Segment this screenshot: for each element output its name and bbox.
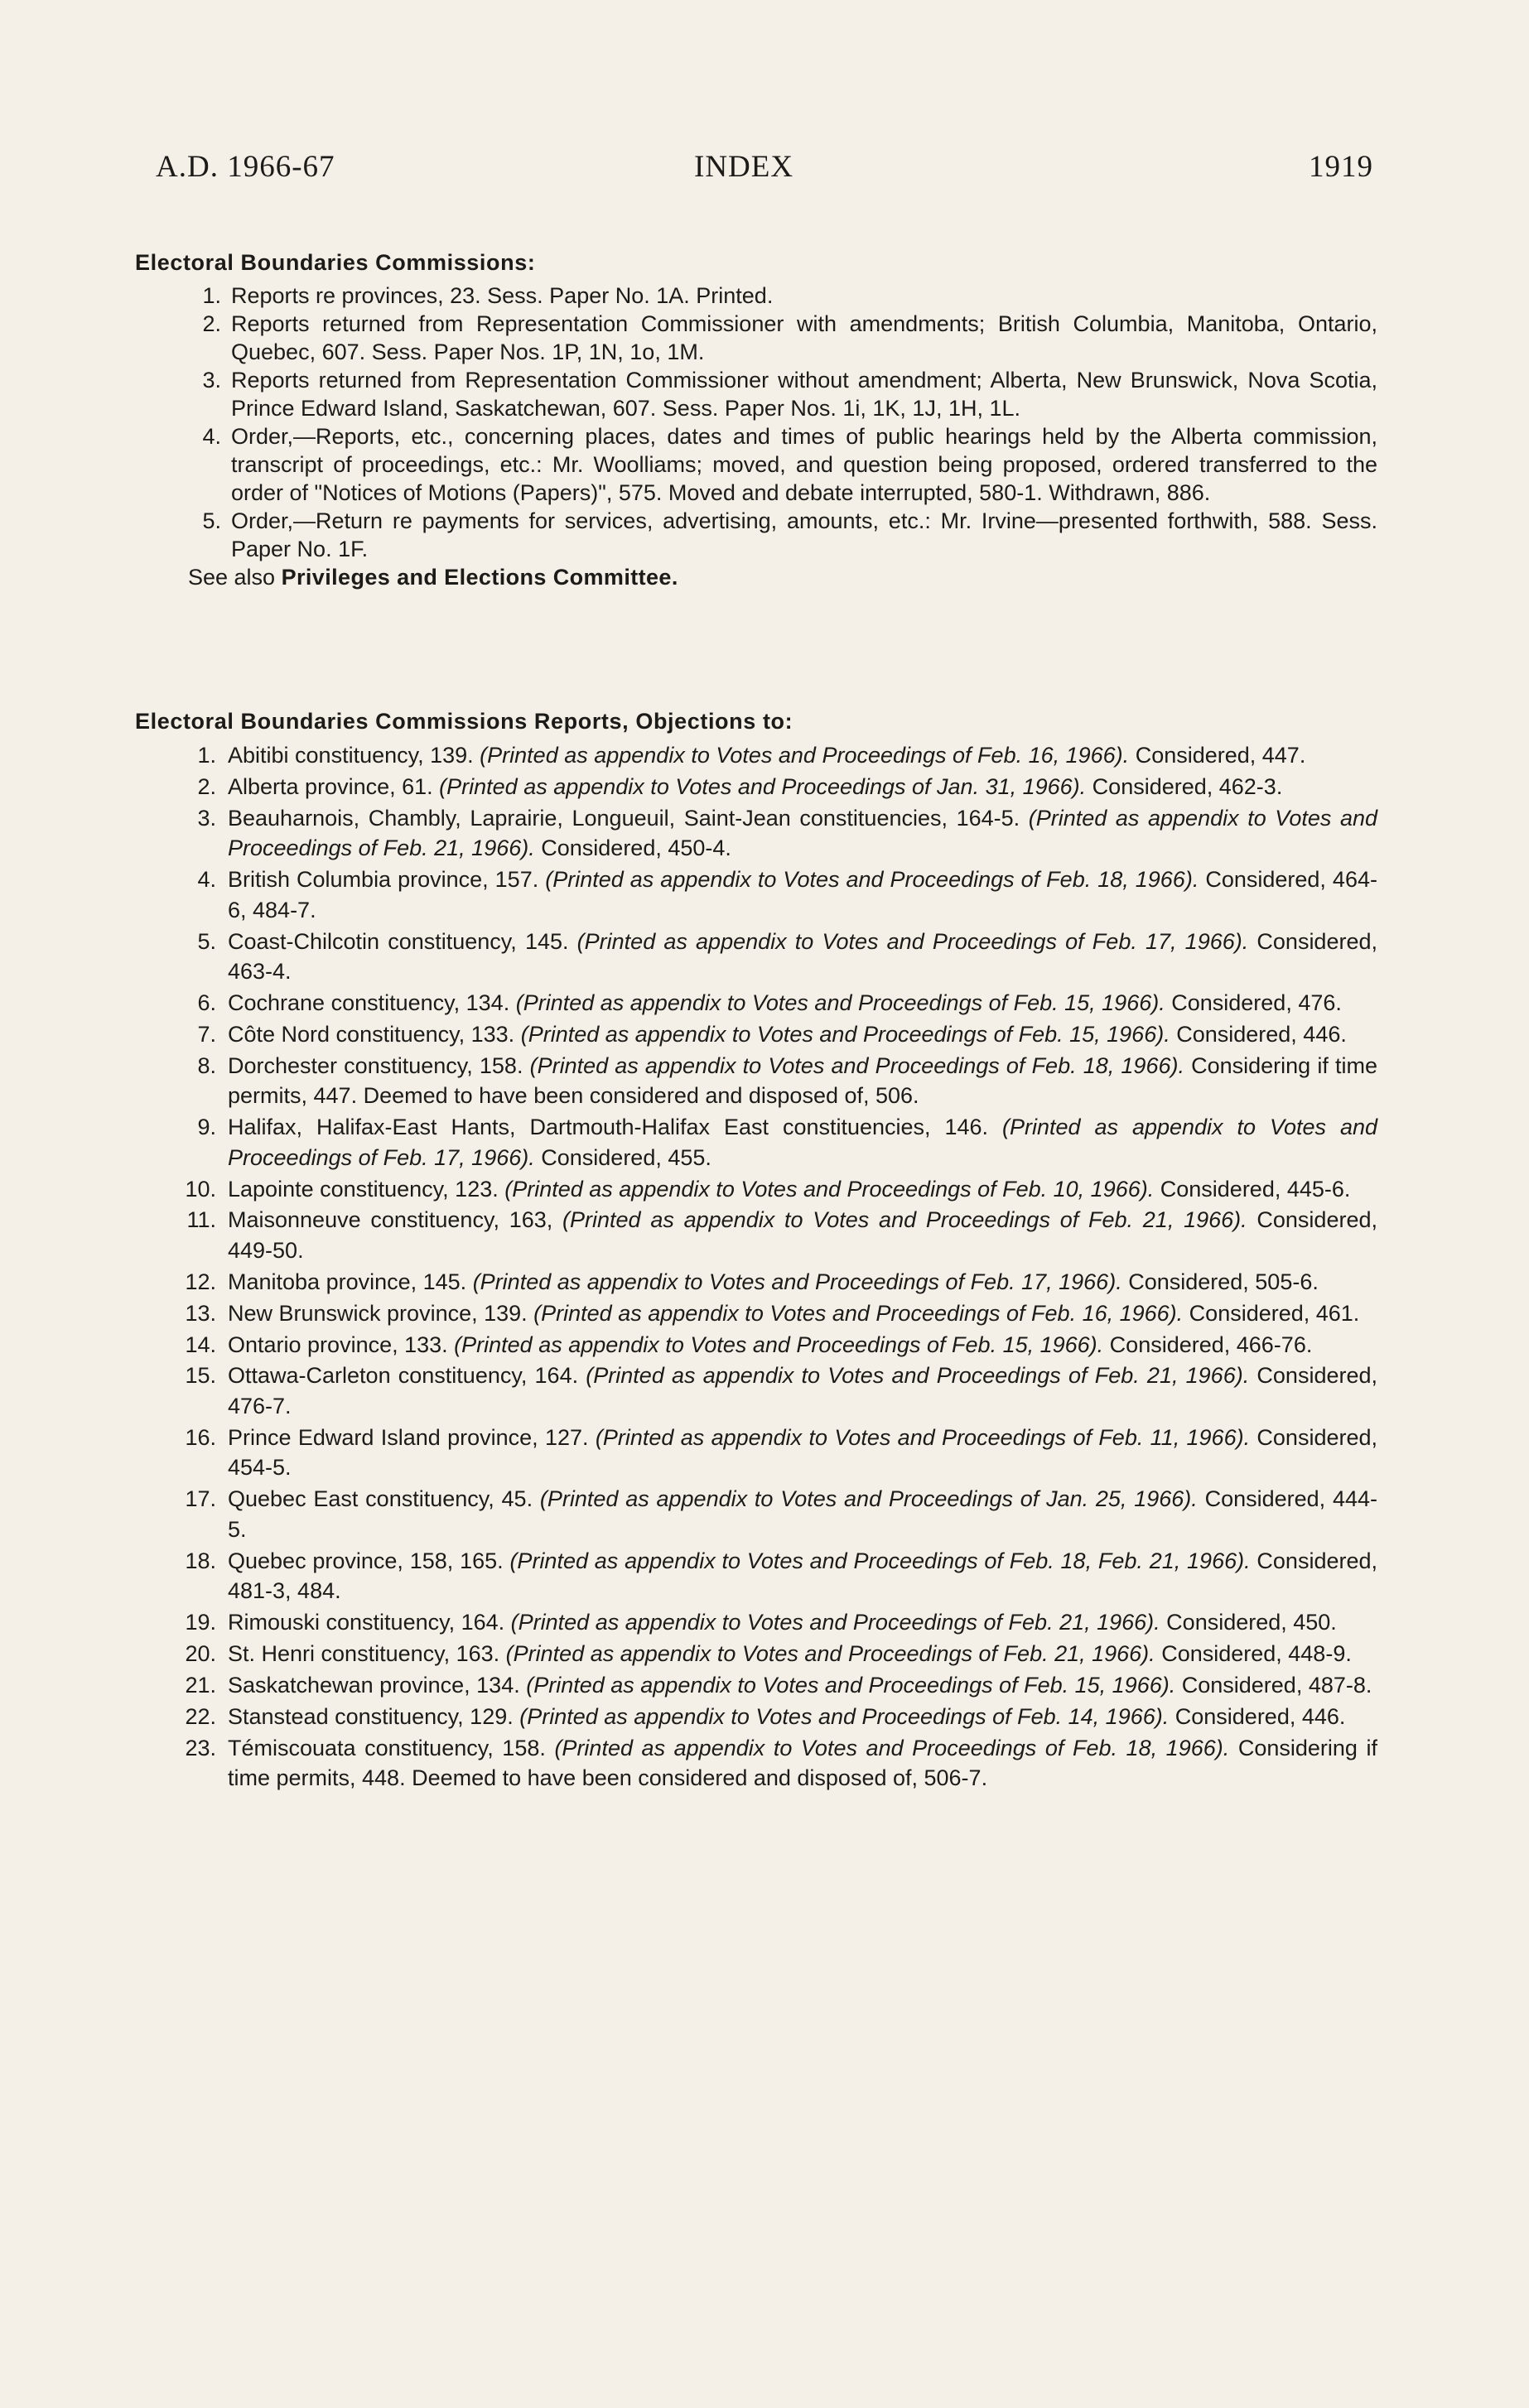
entry-consideration: Considered, 487-8. <box>1175 1672 1372 1698</box>
entry-appendix-note: (Printed as appendix to Votes and Proceedings of Feb. 18, 1966). <box>554 1735 1230 1760</box>
entry-text <box>228 1484 1377 1544</box>
list-item <box>135 1607 1377 1638</box>
entry-number: 3. <box>197 805 216 831</box>
entry-appendix-note: (Printed as appendix to Votes and Proceedings of Feb. 16, 1966). <box>480 743 1130 768</box>
entry-subject: Beauharnois, Chambly, Laprairie, Longueuil, Saint-Jean constituencies, 164-5. <box>228 805 1029 831</box>
entry-consideration: Considered, 466-76. <box>1103 1332 1313 1357</box>
entry-text <box>228 1330 1377 1361</box>
entry-appendix-note: (Printed as appendix to Votes and Proceedings of Feb. 21, 1966). <box>586 1363 1250 1389</box>
list-item <box>135 422 1377 507</box>
entry-appendix-note: (Printed as appendix to Votes and Proceedings of Feb. 15, 1966). <box>520 1021 1170 1047</box>
list-item <box>135 1019 1377 1050</box>
entry-subject: British Columbia province, 157. <box>228 867 546 893</box>
entry-text: Reports returned from Representation Commissioner with amendments; British Columbia, Manitoba, Ontario, Quebec, 607. Sess. Paper Nos. 1P, 1N, 1o, 1M. <box>231 311 1377 364</box>
entry-text <box>228 1670 1377 1701</box>
entry-text <box>228 1205 1377 1265</box>
list-item <box>135 1546 1377 1606</box>
entry-appendix-note: (Printed as appendix to Votes and Proceedings of Feb. 15, 1966). <box>515 990 1165 1015</box>
entry-appendix-note: (Printed as appendix to Votes and Proceedings of Feb. 16, 1966). <box>533 1300 1184 1326</box>
entry-consideration: Considering if time permits, 448. Deemed to have been considered and disposed of, 506-7. <box>228 1735 1377 1791</box>
list-item <box>135 1733 1377 1794</box>
entry-text <box>228 864 1377 925</box>
entry-appendix-note: (Printed as appendix to Votes and Proceedings of Jan. 25, 1966). <box>539 1486 1198 1512</box>
entry-number: 12. <box>185 1269 216 1294</box>
entry-appendix-note: (Printed as appendix to Votes and Proceedings of Feb. 17, 1966). <box>576 928 1249 954</box>
page-number: 1919 <box>1309 150 1373 184</box>
entry-number: 13. <box>185 1300 216 1326</box>
entry-text <box>228 927 1377 987</box>
page-header <box>156 149 1373 199</box>
list-item <box>135 507 1377 563</box>
see-also-reference <box>135 563 1377 591</box>
entry-number: 18. <box>185 1548 216 1573</box>
entry-text <box>228 1298 1377 1329</box>
list-item <box>135 310 1377 366</box>
entry-appendix-note: (Printed as appendix to Votes and Proceedings of Feb. 17, 1966). <box>472 1269 1122 1294</box>
entry-number: 3. <box>202 368 221 393</box>
entry-number: 15. <box>185 1363 216 1389</box>
entry-appendix-note: (Printed as appendix to Votes and Proceedings of Feb. 21, 1966). <box>510 1610 1160 1635</box>
entry-text <box>228 988 1377 1019</box>
entry-text <box>228 1733 1377 1794</box>
list-item <box>135 772 1377 802</box>
entry-text <box>228 1639 1377 1669</box>
entry-number: 2. <box>202 311 221 336</box>
list-item <box>135 1298 1377 1329</box>
entry-consideration: Considered, 455. <box>534 1144 711 1170</box>
entry-appendix-note: (Printed as appendix to Votes and Proceedings of Jan. 31, 1966). <box>439 773 1087 799</box>
list-item <box>135 1423 1377 1483</box>
section-commissions <box>135 247 1377 591</box>
entry-number: 2. <box>197 773 216 799</box>
entry-appendix-note: (Printed as appendix to Votes and Proceedings of Feb. 18, 1966). <box>545 867 1199 893</box>
header-title: INDEX <box>694 150 794 184</box>
entry-number: 7. <box>197 1021 216 1047</box>
section-objections <box>135 706 1377 1794</box>
list-item <box>135 1639 1377 1669</box>
entry-text <box>228 1019 1377 1050</box>
entry-text: Reports re provinces, 23. Sess. Paper No. 1A. Printed. <box>231 283 774 308</box>
entry-appendix-note: (Printed as appendix to Votes and Proceedings of Feb. 14, 1966). <box>519 1703 1170 1729</box>
entry-appendix-note: (Printed as appendix to Votes and Proceedings of Feb. 15, 1966). <box>454 1332 1104 1357</box>
list-item <box>135 1267 1377 1298</box>
entry-number: 21. <box>185 1672 216 1698</box>
entry-number: 4. <box>202 424 221 449</box>
entry-number: 11. <box>186 1207 216 1233</box>
section-heading: Electoral Boundaries Commissions Reports, Objections to: <box>135 709 793 734</box>
entry-subject: Halifax, Halifax-East Hants, Dartmouth-Halifax East constituencies, 146. <box>228 1115 1002 1140</box>
entry-number: 14. <box>185 1332 216 1357</box>
entry-appendix-note: (Printed as appendix to Votes and Proceedings of Feb. 17, 1966). <box>228 1115 1377 1170</box>
list-item <box>135 1112 1377 1173</box>
entry-subject: Saskatchewan province, 134. <box>228 1672 527 1698</box>
entry-appendix-note: (Printed as appendix to Votes and Proceedings of Feb. 21, 1966). <box>505 1640 1155 1666</box>
entry-appendix-note: (Printed as appendix to Votes and Proceedings of Feb. 10, 1966). <box>504 1176 1155 1202</box>
entry-number: 20. <box>185 1640 216 1666</box>
list-item <box>135 1361 1377 1421</box>
entry-text: Reports returned from Representation Commissioner without amendment; Alberta, New Brunswick, Nova Scotia, Prince Edward Island, Saskatchewan, 607. Sess. Paper Nos. 1i, 1K, 1J, 1H, 1L. <box>231 368 1377 421</box>
entry-subject: Prince Edward Island province, 127. <box>228 1424 596 1450</box>
entry-subject: Rimouski constituency, 164. <box>228 1610 511 1635</box>
entry-number: 4. <box>197 867 216 893</box>
entry-text <box>228 1051 1377 1111</box>
entry-subject: Cochrane constituency, 134. <box>228 990 516 1015</box>
entry-subject: Témiscouata constituency, 158. <box>228 1735 555 1760</box>
entry-number: 17. <box>185 1486 216 1512</box>
entry-text <box>228 740 1377 771</box>
entry-consideration: Considered, 476-7. <box>228 1363 1377 1418</box>
entry-number: 9. <box>197 1115 216 1140</box>
entry-subject: Maisonneuve constituency, 163, <box>228 1207 563 1233</box>
list-item <box>135 1174 1377 1205</box>
entry-consideration: Considering if time permits, 447. Deemed to have been considered and disposed of, 506. <box>228 1052 1377 1109</box>
entry-appendix-note: (Printed as appendix to Votes and Proceedings of Feb. 15, 1966). <box>526 1672 1176 1698</box>
entry-list <box>135 740 1377 1794</box>
entry-consideration: Considered, 464-6, 484-7. <box>228 867 1377 922</box>
entry-number: 5. <box>197 928 216 954</box>
entry-consideration: Considered, 446. <box>1170 1021 1347 1047</box>
entry-subject: Abitibi constituency, 139. <box>228 743 480 768</box>
entry-consideration: Considered, 462-3. <box>1086 773 1283 799</box>
entry-number: 5. <box>202 508 221 533</box>
list-item <box>135 1670 1377 1701</box>
list-item <box>135 1205 1377 1265</box>
entry-text <box>228 772 1377 802</box>
entry-text: Order,—Return re payments for services, advertising, amounts, etc.: Mr. Irvine—presented forthwith, 588. Sess. Paper No. 1F. <box>231 508 1377 561</box>
list-item <box>135 1702 1377 1732</box>
list-item <box>135 803 1377 864</box>
entry-consideration: Considered, 445-6. <box>1154 1176 1351 1202</box>
entry-text <box>228 1267 1377 1298</box>
entry-text <box>228 1546 1377 1606</box>
entry-text <box>228 1702 1377 1732</box>
entry-consideration: Considered, 447. <box>1129 743 1306 768</box>
section-heading: Electoral Boundaries Commissions: <box>135 250 536 275</box>
entry-subject: Dorchester constituency, 158. <box>228 1052 530 1078</box>
entry-consideration: Considered, 505-6. <box>1121 1269 1319 1294</box>
entry-number: 6. <box>197 990 216 1015</box>
entry-consideration: Considered, 463-4. <box>228 928 1377 985</box>
entry-text <box>228 803 1377 864</box>
entry-consideration: Considered, 461. <box>1183 1300 1360 1326</box>
entry-appendix-note: (Printed as appendix to Votes and Proceedings of Feb. 18, Feb. 21, 1966). <box>509 1548 1251 1573</box>
list-item <box>135 1330 1377 1361</box>
entry-appendix-note: (Printed as appendix to Votes and Proceedings of Feb. 21, 1966). <box>228 805 1377 861</box>
list-item <box>135 282 1377 310</box>
entry-consideration: Considered, 476. <box>1165 990 1342 1015</box>
entry-consideration: Considered, 450-4. <box>534 836 731 861</box>
entry-appendix-note: (Printed as appendix to Votes and Proceedings of Feb. 18, 1966). <box>529 1052 1184 1078</box>
entry-subject: Quebec province, 158, 165. <box>228 1548 510 1573</box>
entry-subject: Lapointe constituency, 123. <box>228 1176 505 1202</box>
entry-text <box>228 1607 1377 1638</box>
entry-number: 1. <box>202 283 221 308</box>
entry-subject: Stanstead constituency, 129. <box>228 1703 520 1729</box>
list-item <box>135 1484 1377 1544</box>
list-item <box>135 864 1377 925</box>
entry-subject: Manitoba province, 145. <box>228 1269 473 1294</box>
entry-consideration: Considered, 448-9. <box>1155 1640 1352 1666</box>
list-item <box>135 927 1377 987</box>
list-item <box>135 1051 1377 1111</box>
entry-subject: Quebec East constituency, 45. <box>228 1486 540 1512</box>
entry-number: 1. <box>197 743 216 768</box>
entry-consideration: Considered, 444-5. <box>228 1486 1377 1542</box>
entry-consideration: Considered, 454-5. <box>228 1424 1378 1481</box>
entry-text <box>228 1112 1377 1173</box>
entry-consideration: Considered, 481-3, 484. <box>228 1548 1377 1604</box>
entry-subject: New Brunswick province, 139. <box>228 1300 534 1326</box>
list-item <box>135 740 1377 771</box>
list-item <box>135 366 1377 422</box>
entry-list <box>135 282 1377 563</box>
see-also-link[interactable]: Privileges and Elections Committee. <box>281 565 678 590</box>
entry-appendix-note: (Printed as appendix to Votes and Proceedings of Feb. 11, 1966). <box>595 1424 1251 1450</box>
entry-number: 10. <box>185 1176 216 1202</box>
list-item <box>135 988 1377 1019</box>
entry-subject: St. Henri constituency, 163. <box>228 1640 506 1666</box>
entry-number: 8. <box>197 1052 216 1078</box>
entry-text: Order,—Reports, etc., concerning places, dates and times of public hearings held by the Alberta commission, transcript of proceedings, etc.: Mr. Woolliams; moved, and question being proposed, ordered transferred to the order of "Notices of Motions (Papers)", 575. Moved and debate interrupted, 580-1. Withdrawn, 886. <box>231 424 1377 505</box>
see-also-prefix: See also <box>188 565 276 590</box>
entry-number: 23. <box>185 1735 216 1760</box>
entry-subject: Ottawa-Carleton constituency, 164. <box>228 1363 586 1389</box>
entry-number: 16. <box>185 1424 216 1450</box>
header-date-range: A.D. 1966-67 <box>156 150 335 184</box>
entry-text <box>228 1361 1377 1421</box>
entry-number: 22. <box>185 1703 216 1729</box>
entry-appendix-note: (Printed as appendix to Votes and Proceedings of Feb. 21, 1966). <box>562 1207 1247 1233</box>
entry-subject: Alberta province, 61. <box>228 773 440 799</box>
entry-subject: Coast-Chilcotin constituency, 145. <box>228 928 577 954</box>
entry-number: 19. <box>185 1610 216 1635</box>
entry-consideration: Considered, 449-50. <box>228 1207 1377 1263</box>
entry-text <box>228 1174 1377 1205</box>
entry-consideration: Considered, 446. <box>1169 1703 1346 1729</box>
entry-subject: Ontario province, 133. <box>228 1332 455 1357</box>
entry-subject: Côte Nord constituency, 133. <box>228 1021 521 1047</box>
entry-consideration: Considered, 450. <box>1160 1610 1337 1635</box>
entry-text <box>228 1423 1377 1483</box>
